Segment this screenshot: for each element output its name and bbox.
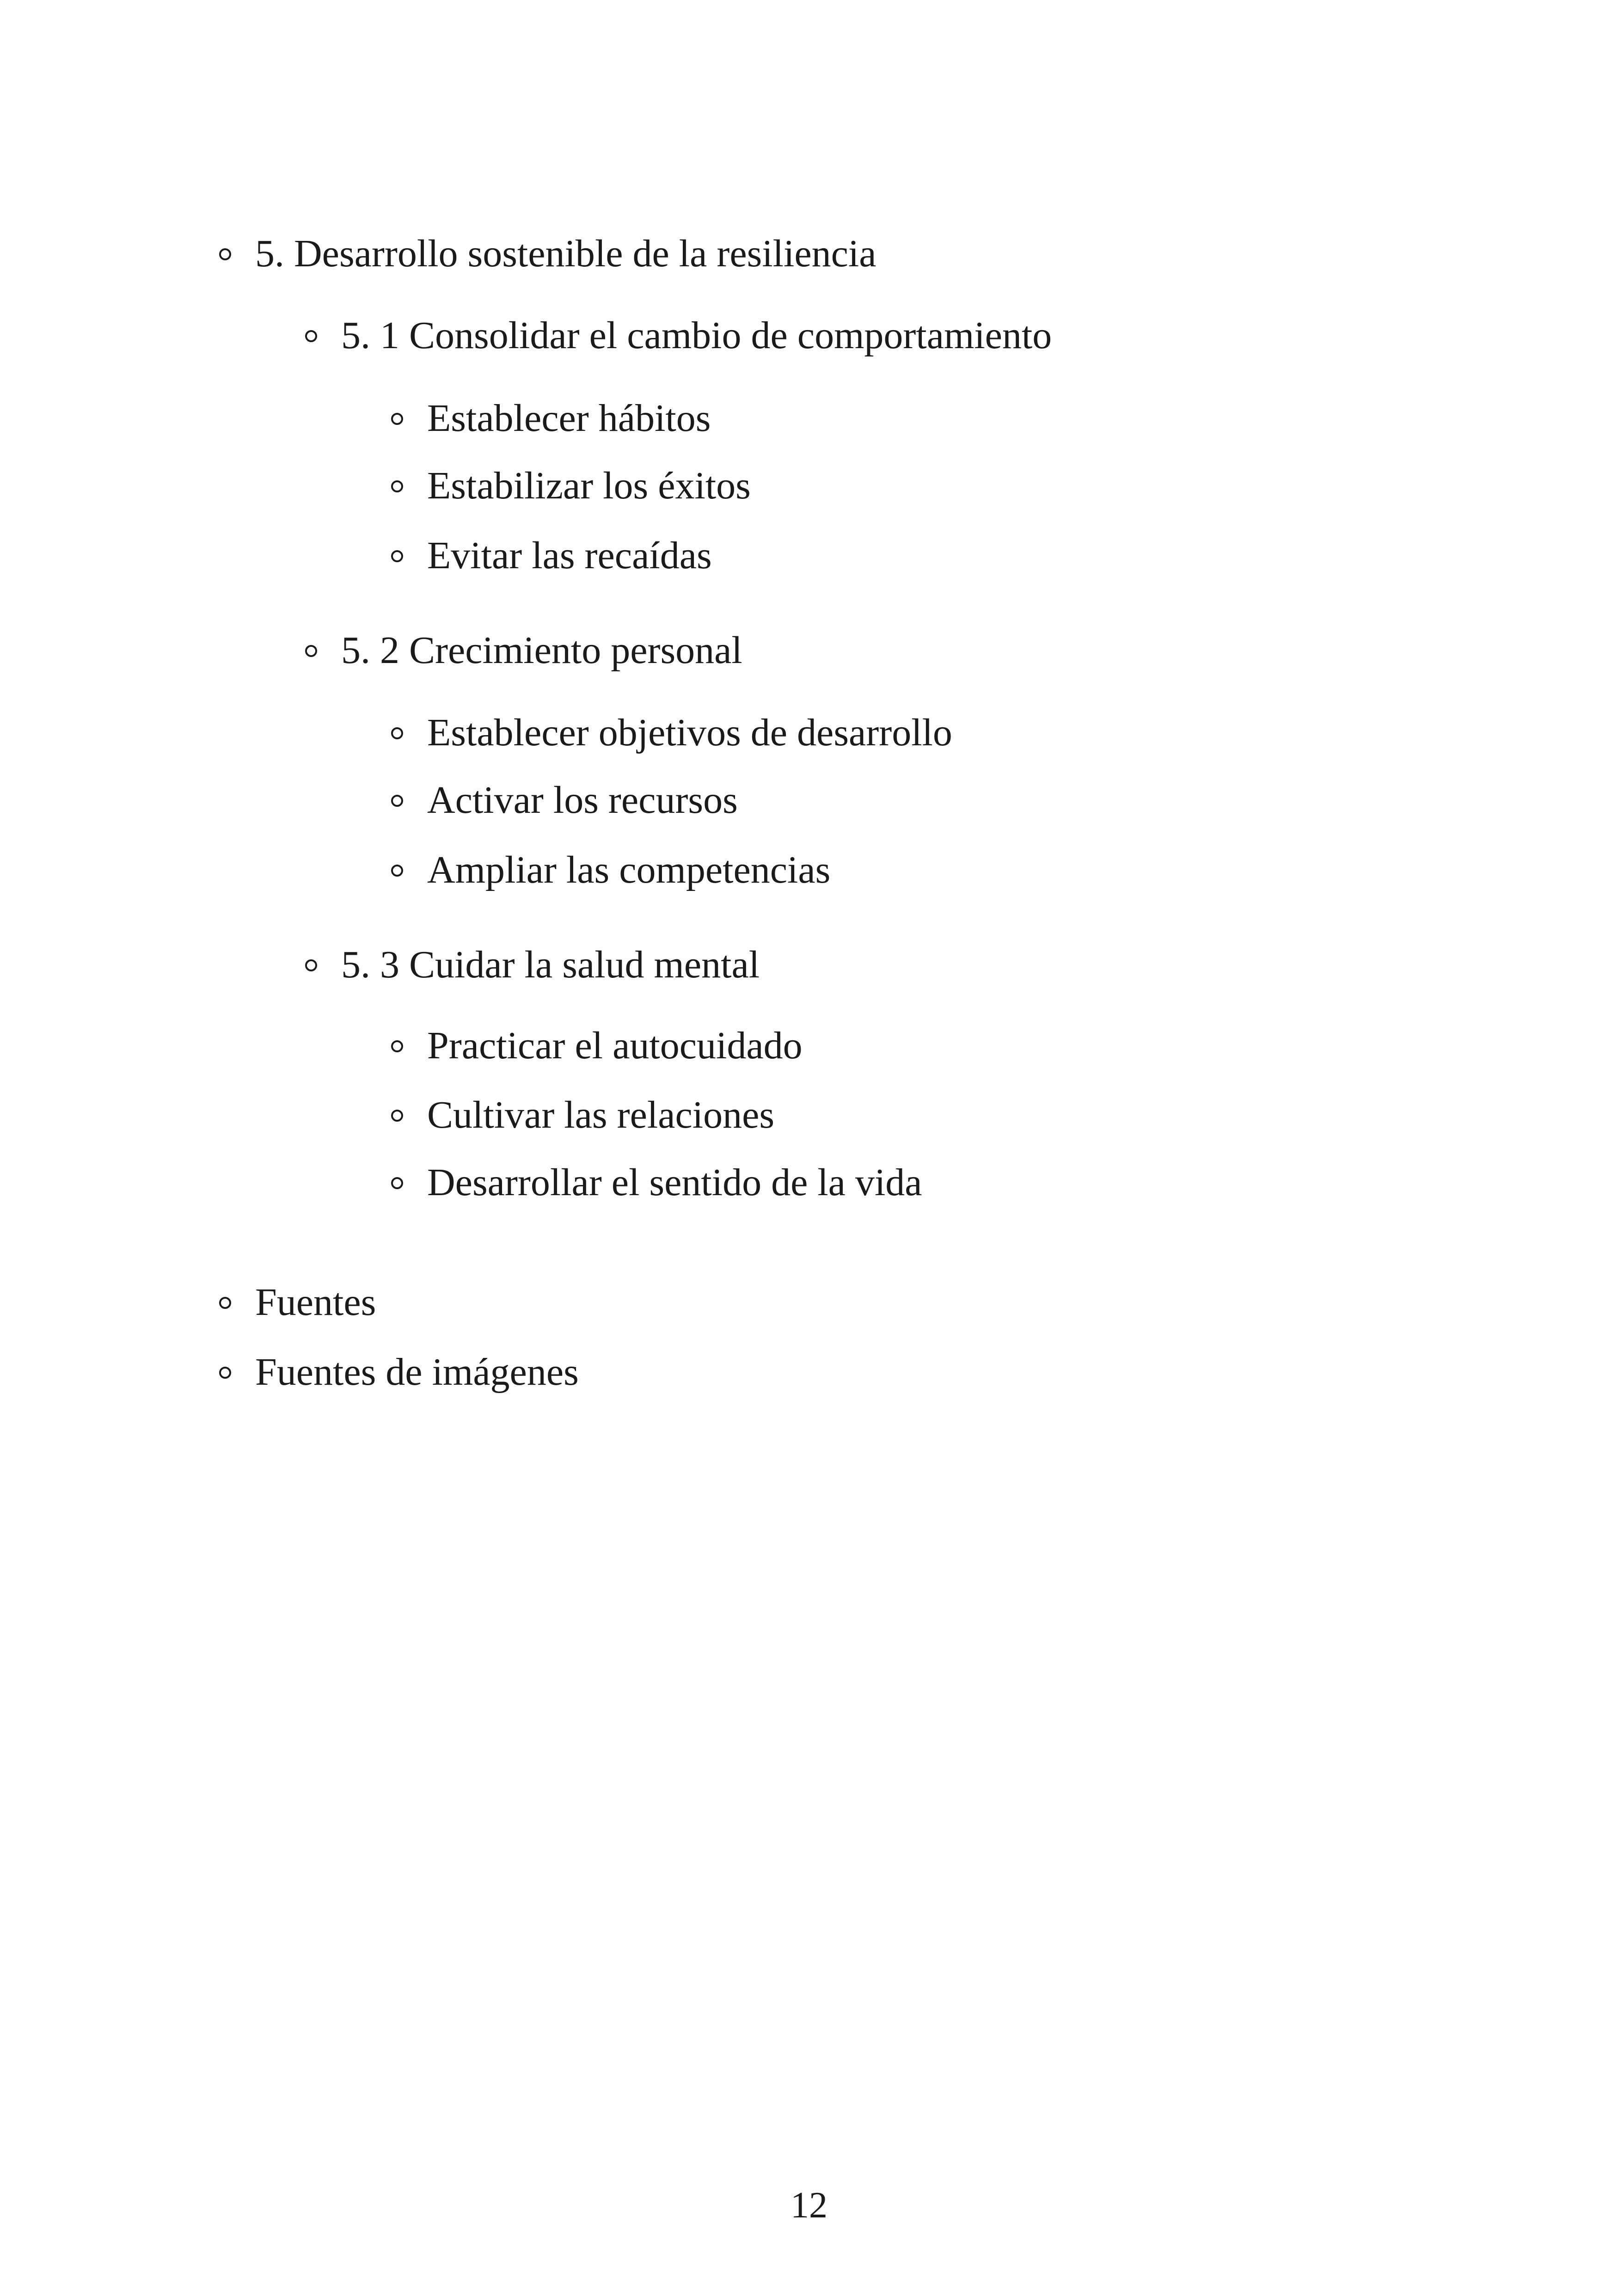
circle-bullet-icon (305, 330, 317, 342)
outline-item-label: Fuentes de imágenes (255, 1351, 579, 1394)
circle-bullet-icon (391, 795, 403, 807)
circle-bullet-icon (219, 248, 231, 260)
circle-bullet-icon (219, 1297, 231, 1309)
circle-bullet-icon (391, 1110, 403, 1122)
outline-item-label: 5. 3 Cuidar la salud mental (341, 943, 760, 986)
page-number: 12 (791, 2185, 827, 2226)
circle-bullet-icon (305, 959, 317, 971)
outline-item-label: Ampliar las competencias (427, 848, 831, 891)
outline-item-label: Establecer objetivos de desarrollo (427, 711, 952, 754)
circle-bullet-icon (305, 645, 317, 657)
outline-item-label: Practicar el autocuidado (427, 1024, 803, 1067)
outline-item-label: Cultivar las relaciones (427, 1093, 775, 1136)
outline-item-label: Desarrollar el sentido de la vida (427, 1161, 922, 1204)
circle-bullet-icon (391, 480, 403, 492)
circle-bullet-icon (391, 1177, 403, 1189)
outline-item-label: Activar los recursos (427, 779, 738, 822)
outline-item-label: Estabilizar los éxitos (427, 464, 751, 507)
circle-bullet-icon (391, 1040, 403, 1052)
outline-item-label: 5. Desarrollo sostenible de la resiliencia (255, 232, 876, 275)
circle-bullet-icon (391, 727, 403, 739)
outline-item-label: Fuentes (255, 1281, 376, 1324)
circle-bullet-icon (219, 1367, 231, 1379)
outline-item-label: Establecer hábitos (427, 397, 711, 440)
outline-item-label: 5. 1 Consolidar el cambio de comportamiento (341, 314, 1052, 357)
circle-bullet-icon (391, 550, 403, 562)
outline-item-label: 5. 2 Crecimiento personal (341, 629, 742, 672)
circle-bullet-icon (391, 865, 403, 877)
outline-item-label: Evitar las recaídas (427, 534, 712, 577)
circle-bullet-icon (391, 413, 403, 425)
